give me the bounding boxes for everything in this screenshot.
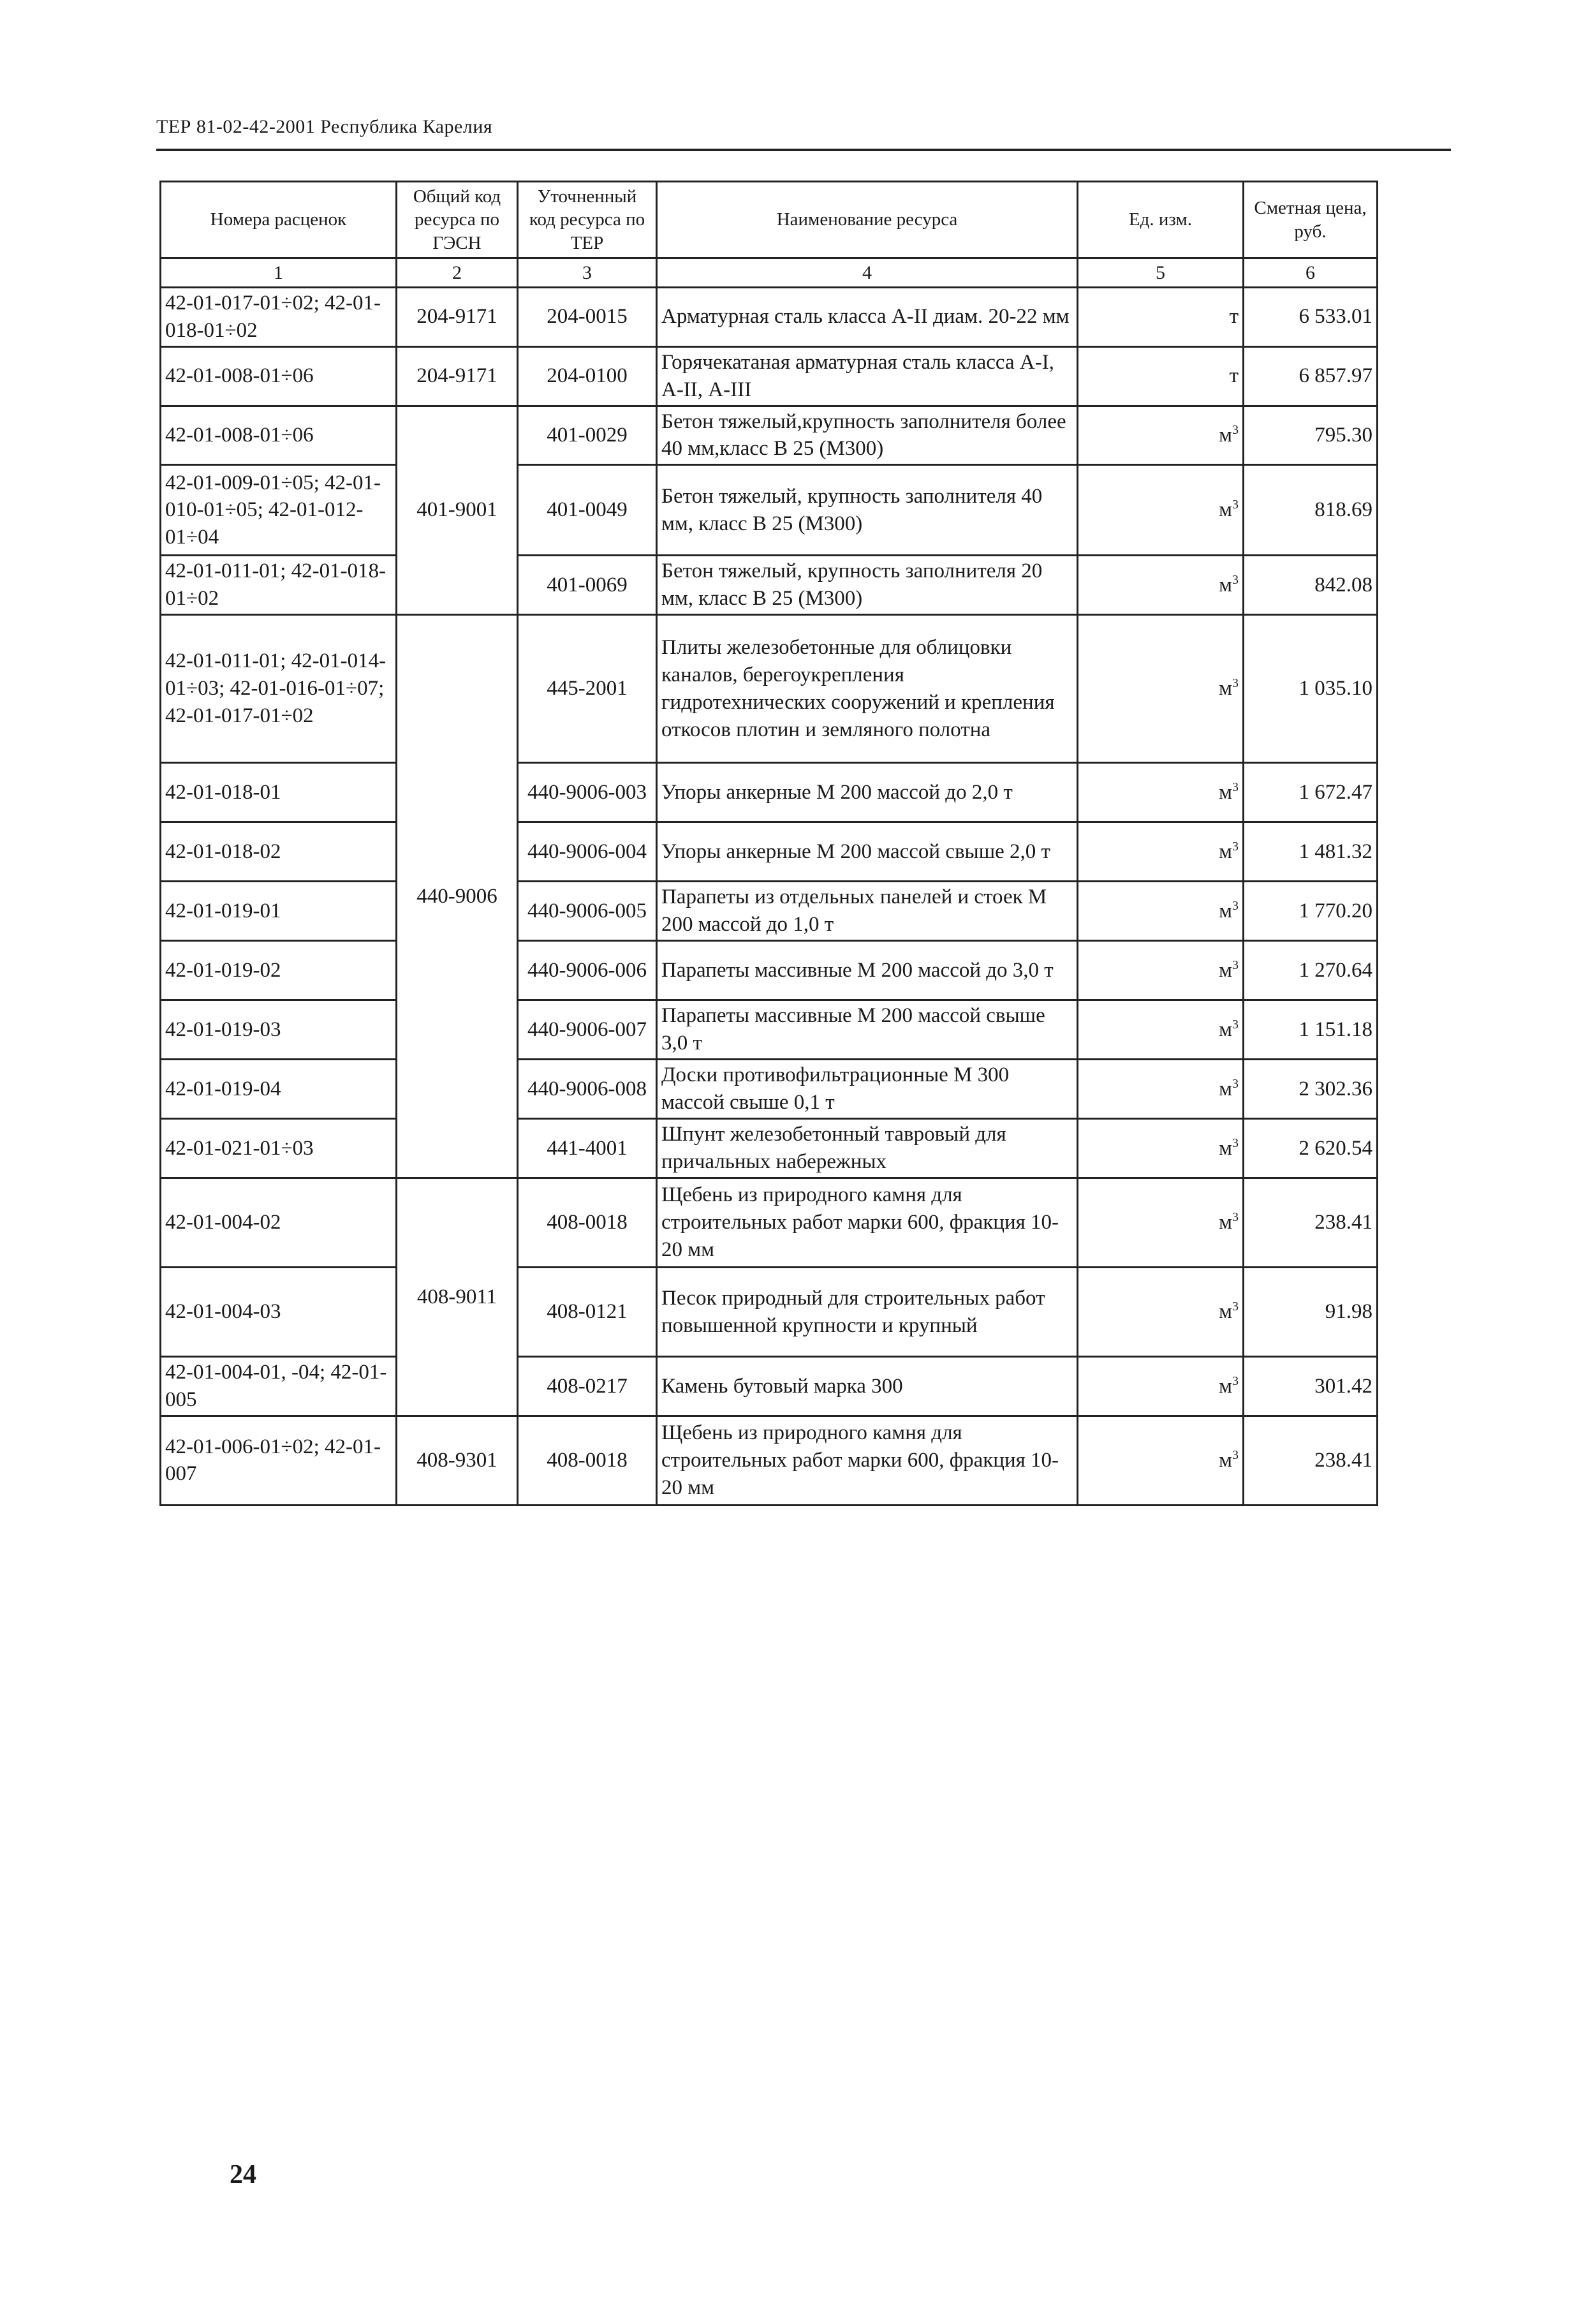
page-number: 24 — [230, 2160, 256, 2189]
price: 238.41 — [1244, 1178, 1378, 1268]
refined-code: 204-0100 — [518, 346, 657, 406]
rate-numbers: 42-01-011-01; 42-01-018-01÷02 — [161, 556, 397, 615]
resource-name: Доски противофильтрационные М 300 массой свыше 0,1 т — [657, 1060, 1078, 1119]
col-header-unit: Ед. изм. — [1078, 182, 1244, 258]
resource-name: Плиты железобетонные для облицовки каналов, берегоукрепления гидротехнических сооружений и крепления откосов плотин и земляного полотна — [657, 615, 1078, 763]
price: 91.98 — [1244, 1268, 1378, 1357]
resource-name: Бетон тяжелый, крупность заполнителя 20 мм, класс В 25 (М300) — [657, 556, 1078, 615]
unit-text: м — [1219, 424, 1232, 447]
price: 1 270.64 — [1244, 941, 1378, 1000]
price: 238.41 — [1244, 1416, 1378, 1505]
refined-code: 204-0015 — [518, 288, 657, 347]
unit-text: м — [1219, 958, 1232, 982]
rate-numbers: 42-01-019-01 — [161, 882, 397, 941]
resource-table — [159, 181, 1378, 1506]
unit-superscript: 3 — [1232, 958, 1239, 972]
unit-superscript: 3 — [1232, 780, 1239, 794]
table-row — [161, 288, 1378, 347]
unit — [1078, 941, 1244, 1000]
unit-text: м — [1219, 1448, 1232, 1472]
unit — [1078, 1416, 1244, 1505]
rate-numbers: 42-01-018-02 — [161, 822, 397, 882]
refined-code: 440-9006-004 — [518, 822, 657, 882]
col-number: 2 — [397, 258, 518, 288]
resource-name: Горячекатаная арматурная сталь класса А-I, А-II, А-III — [657, 346, 1078, 406]
unit-text: м — [1219, 1300, 1232, 1324]
refined-code: 445-2001 — [518, 615, 657, 763]
rate-numbers: 42-01-008-01÷06 — [161, 406, 397, 465]
table-row — [161, 1357, 1378, 1416]
resource-name: Упоры анкерные М 200 массой свыше 2,0 т — [657, 822, 1078, 882]
refined-code: 440-9006-008 — [518, 1060, 657, 1119]
table-row — [161, 1268, 1378, 1357]
unit-text: м — [1219, 1018, 1232, 1041]
table-row — [161, 763, 1378, 822]
price: 2 302.36 — [1244, 1060, 1378, 1119]
col-header-refined-code: Уточненный код ресурса по ТЕР — [518, 182, 657, 258]
unit — [1078, 1357, 1244, 1416]
document-header: ТЕР 81-02-42-2001 Республика Карелия — [156, 116, 493, 137]
table-row — [161, 406, 1378, 465]
unit-superscript: 3 — [1232, 572, 1239, 587]
general-code: 401-9001 — [397, 406, 518, 615]
rate-numbers: 42-01-019-03 — [161, 1000, 397, 1060]
col-number: 4 — [657, 258, 1078, 288]
resource-name: Парапеты массивные М 200 массой свыше 3,0 т — [657, 1000, 1078, 1060]
unit-text: м — [1219, 1374, 1232, 1398]
resource-name: Бетон тяжелый,крупность заполнителя более 40 мм,класс В 25 (М300) — [657, 406, 1078, 465]
unit-superscript: 3 — [1232, 1299, 1239, 1314]
col-header-price: Сметная цена, руб. — [1244, 182, 1378, 258]
resource-name: Щебень из природного камня для строительных работ марки 600, фракция 10-20 мм — [657, 1178, 1078, 1268]
unit: т — [1078, 288, 1244, 347]
price: 301.42 — [1244, 1357, 1378, 1416]
rate-numbers: 42-01-018-01 — [161, 763, 397, 822]
rate-numbers: 42-01-006-01÷02; 42-01-007 — [161, 1416, 397, 1505]
unit — [1078, 1178, 1244, 1268]
price: 1 151.18 — [1244, 1000, 1378, 1060]
unit-text: м — [1219, 840, 1232, 863]
header-rule — [156, 149, 1451, 151]
col-number: 6 — [1244, 258, 1378, 288]
price: 1 035.10 — [1244, 615, 1378, 763]
unit — [1078, 1268, 1244, 1357]
col-number: 1 — [161, 258, 397, 288]
table-row — [161, 1060, 1378, 1119]
unit-text: м — [1219, 1136, 1232, 1160]
rate-numbers: 42-01-019-02 — [161, 941, 397, 1000]
refined-code: 401-0069 — [518, 556, 657, 615]
refined-code: 401-0029 — [518, 406, 657, 465]
unit-superscript: 3 — [1232, 498, 1239, 512]
unit-text: м — [1219, 1211, 1232, 1234]
price: 6 533.01 — [1244, 288, 1378, 347]
unit-text: м — [1219, 498, 1232, 522]
resource-name: Парапеты из отдельных панелей и стоек М 200 массой до 1,0 т — [657, 882, 1078, 941]
refined-code: 440-9006-005 — [518, 882, 657, 941]
price: 842.08 — [1244, 556, 1378, 615]
unit-text: м — [1219, 899, 1232, 922]
table-row — [161, 1416, 1378, 1505]
general-code: 440-9006 — [397, 615, 518, 1178]
unit — [1078, 406, 1244, 465]
resource-name: Бетон тяжелый, крупность заполнителя 40 мм, класс В 25 (М300) — [657, 465, 1078, 556]
price: 818.69 — [1244, 465, 1378, 556]
unit — [1078, 465, 1244, 556]
general-code: 408-9011 — [397, 1178, 518, 1416]
rate-numbers: 42-01-008-01÷06 — [161, 346, 397, 406]
table-row — [161, 822, 1378, 882]
rate-numbers: 42-01-019-04 — [161, 1060, 397, 1119]
col-header-general-code: Общий код ресурса по ГЭСН — [397, 182, 518, 258]
table-row — [161, 1178, 1378, 1268]
unit-superscript: 3 — [1232, 1447, 1239, 1462]
rate-numbers: 42-01-021-01÷03 — [161, 1119, 397, 1178]
col-header-resource-name: Наименование ресурса — [657, 182, 1078, 258]
unit — [1078, 1060, 1244, 1119]
table-row — [161, 346, 1378, 406]
general-code: 204-9171 — [397, 346, 518, 406]
unit — [1078, 822, 1244, 882]
table-row — [161, 615, 1378, 763]
unit — [1078, 1119, 1244, 1178]
refined-code: 408-0018 — [518, 1178, 657, 1268]
table-row — [161, 941, 1378, 1000]
resource-name: Шпунт железобетонный тавровый для причальных набережных — [657, 1119, 1078, 1178]
resource-name: Парапеты массивные М 200 массой до 3,0 т — [657, 941, 1078, 1000]
price: 1 481.32 — [1244, 822, 1378, 882]
unit-superscript: 3 — [1232, 1373, 1239, 1388]
col-header-rates: Номера расценок — [161, 182, 397, 258]
unit: т — [1078, 346, 1244, 406]
resource-name: Упоры анкерные М 200 массой до 2,0 т — [657, 763, 1078, 822]
unit — [1078, 763, 1244, 822]
rate-numbers: 42-01-017-01÷02; 42-01-018-01÷02 — [161, 288, 397, 347]
unit-text: м — [1219, 573, 1232, 596]
unit — [1078, 882, 1244, 941]
refined-code: 408-0217 — [518, 1357, 657, 1416]
rate-numbers: 42-01-004-01, -04; 42-01-005 — [161, 1357, 397, 1416]
col-number: 5 — [1078, 258, 1244, 288]
unit-text: м — [1219, 780, 1232, 804]
unit-superscript: 3 — [1232, 1136, 1239, 1150]
table-row — [161, 1119, 1378, 1178]
refined-code: 441-4001 — [518, 1119, 657, 1178]
rate-numbers: 42-01-004-02 — [161, 1178, 397, 1268]
price: 2 620.54 — [1244, 1119, 1378, 1178]
resource-name: Арматурная сталь класса А-II диам. 20-22 мм — [657, 288, 1078, 347]
refined-code: 440-9006-003 — [518, 763, 657, 822]
refined-code: 408-0121 — [518, 1268, 657, 1357]
table-row — [161, 882, 1378, 941]
unit-superscript: 3 — [1232, 1076, 1239, 1091]
price: 795.30 — [1244, 406, 1378, 465]
unit-superscript: 3 — [1232, 423, 1239, 437]
price: 1 672.47 — [1244, 763, 1378, 822]
refined-code: 440-9006-006 — [518, 941, 657, 1000]
unit — [1078, 1000, 1244, 1060]
refined-code: 408-0018 — [518, 1416, 657, 1505]
resource-name: Камень бутовый марка 300 — [657, 1357, 1078, 1416]
unit — [1078, 615, 1244, 763]
col-number: 3 — [518, 258, 657, 288]
table-row — [161, 1000, 1378, 1060]
refined-code: 401-0049 — [518, 465, 657, 556]
table-row — [161, 465, 1378, 556]
price: 1 770.20 — [1244, 882, 1378, 941]
general-code: 204-9171 — [397, 288, 518, 347]
unit-superscript: 3 — [1232, 676, 1239, 691]
resource-name: Песок природный для строительных работ повышенной крупности и крупный — [657, 1268, 1078, 1357]
table-row — [161, 556, 1378, 615]
rate-numbers: 42-01-004-03 — [161, 1268, 397, 1357]
unit-superscript: 3 — [1232, 1210, 1239, 1225]
unit-superscript: 3 — [1232, 1017, 1239, 1032]
unit-superscript: 3 — [1232, 839, 1239, 854]
unit-superscript: 3 — [1232, 898, 1239, 913]
general-code: 408-9301 — [397, 1416, 518, 1505]
unit — [1078, 556, 1244, 615]
unit-text: м — [1219, 1077, 1232, 1100]
rate-numbers: 42-01-011-01; 42-01-014-01÷03; 42-01-016-01÷07; 42-01-017-01÷02 — [161, 615, 397, 763]
unit-text: м — [1219, 677, 1232, 700]
resource-name: Щебень из природного камня для строительных работ марки 600, фракция 10-20 мм — [657, 1416, 1078, 1505]
price: 6 857.97 — [1244, 346, 1378, 406]
refined-code: 440-9006-007 — [518, 1000, 657, 1060]
rate-numbers: 42-01-009-01÷05; 42-01-010-01÷05; 42-01-012-01÷04 — [161, 465, 397, 556]
